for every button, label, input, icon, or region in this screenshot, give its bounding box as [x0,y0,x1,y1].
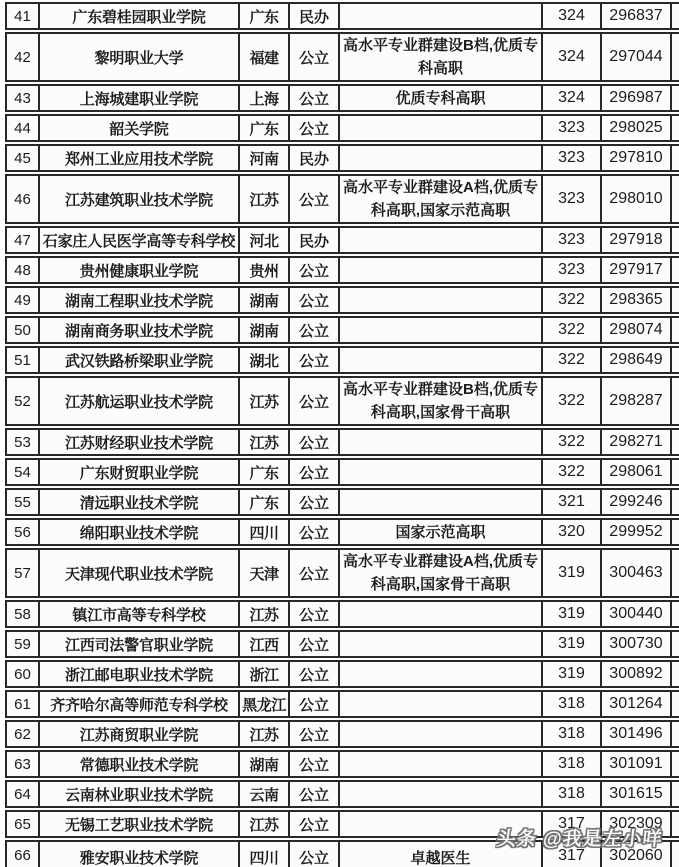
ownership-cell: 公立 [290,376,340,426]
province-cell: 江苏 [240,428,290,456]
tags-cell [340,780,543,808]
school-name-cell: 浙江邮电职业技术学院 [40,660,240,688]
table-row [5,32,679,82]
school-name-cell: 广东碧桂园职业学院 [40,2,240,30]
tags-cell [340,256,543,284]
province-cell: 江苏 [240,810,290,838]
province-cell: 江苏 [240,174,290,224]
tags-cell [340,600,543,628]
edge-sliver-cell [672,548,679,598]
edge-sliver-cell [672,720,679,748]
score-cell: 319 [543,660,602,688]
table-row [5,518,679,546]
ownership-cell: 公立 [290,346,340,374]
ownership-cell: 公立 [290,630,340,658]
table-row [5,600,679,628]
tags-cell [340,114,543,142]
ownership-cell: 民办 [290,2,340,30]
province-cell: 广东 [240,2,290,30]
rank-cell: 65 [5,810,40,838]
rank-cell: 50 [5,316,40,344]
province-cell: 江苏 [240,720,290,748]
school-name-cell: 江苏财经职业技术学院 [40,428,240,456]
rank-cell: 43 [5,84,40,112]
school-name-cell: 雅安职业技术学院 [40,840,240,867]
score-cell: 323 [543,144,602,172]
rank-cell: 42 [5,32,40,82]
code-cell: 297810 [602,144,672,172]
rank-cell: 49 [5,286,40,314]
edge-sliver-cell [672,840,679,867]
rank-cell: 41 [5,2,40,30]
ownership-cell: 公立 [290,286,340,314]
table-row [5,226,679,254]
code-cell: 299952 [602,518,672,546]
school-name-cell: 湖南工程职业技术学院 [40,286,240,314]
tags-cell: 高水平专业群建设A档,优质专科高职,国家骨干高职 [340,548,543,598]
rank-cell: 64 [5,780,40,808]
tags-cell: 国家示范高职 [340,518,543,546]
edge-sliver-cell [672,2,679,30]
province-cell: 湖南 [240,286,290,314]
rank-cell: 52 [5,376,40,426]
edge-sliver-cell [672,780,679,808]
table-row [5,428,679,456]
school-name-cell: 无锡工艺职业技术学院 [40,810,240,838]
province-cell: 湖南 [240,750,290,778]
tags-cell: 高水平专业群建设B档,优质专科高职 [340,32,543,82]
score-cell: 322 [543,376,602,426]
rank-cell: 63 [5,750,40,778]
ownership-cell: 公立 [290,428,340,456]
score-cell: 324 [543,32,602,82]
score-cell: 323 [543,174,602,224]
table-row [5,780,679,808]
school-name-cell: 石家庄人民医学高等专科学校 [40,226,240,254]
score-cell: 318 [543,720,602,748]
code-cell: 298074 [602,316,672,344]
ownership-cell: 公立 [290,316,340,344]
edge-sliver-cell [672,376,679,426]
school-name-cell: 镇江市高等专科学校 [40,600,240,628]
ranking-table [5,0,679,867]
edge-sliver-cell [672,84,679,112]
code-cell: 301091 [602,750,672,778]
rank-cell: 44 [5,114,40,142]
rank-cell: 62 [5,720,40,748]
tags-cell [340,428,543,456]
code-cell: 301496 [602,720,672,748]
table-row [5,458,679,486]
table-row [5,376,679,426]
province-cell: 河北 [240,226,290,254]
rank-cell: 48 [5,256,40,284]
code-cell: 300730 [602,630,672,658]
score-cell: 322 [543,286,602,314]
code-cell: 299246 [602,488,672,516]
school-name-cell: 江苏航运职业技术学院 [40,376,240,426]
province-cell: 四川 [240,518,290,546]
province-cell: 福建 [240,32,290,82]
rank-cell: 59 [5,630,40,658]
score-cell: 317 [543,810,602,838]
table-row [5,2,679,30]
edge-sliver-cell [672,114,679,142]
school-name-cell: 郑州工业应用技术学院 [40,144,240,172]
tags-cell [340,630,543,658]
edge-sliver-cell [672,600,679,628]
province-cell: 浙江 [240,660,290,688]
province-cell: 江苏 [240,600,290,628]
rank-cell: 56 [5,518,40,546]
ownership-cell: 民办 [290,144,340,172]
tags-cell [340,2,543,30]
score-cell: 322 [543,428,602,456]
score-cell: 324 [543,84,602,112]
score-cell: 323 [543,226,602,254]
ownership-cell: 公立 [290,518,340,546]
province-cell: 江苏 [240,376,290,426]
tags-cell: 高水平专业群建设B档,优质专科高职,国家骨干高职 [340,376,543,426]
table-row [5,316,679,344]
rank-cell: 66 [5,840,40,867]
code-cell: 298271 [602,428,672,456]
edge-sliver-cell [672,144,679,172]
edge-sliver-cell [672,630,679,658]
province-cell: 江西 [240,630,290,658]
table-row [5,174,679,224]
edge-sliver-cell [672,286,679,314]
score-cell: 317 [543,840,602,867]
school-name-cell: 上海城建职业学院 [40,84,240,112]
ownership-cell: 公立 [290,720,340,748]
score-cell: 319 [543,548,602,598]
table-row [5,548,679,598]
ownership-cell: 公立 [290,174,340,224]
province-cell: 河南 [240,144,290,172]
tags-cell [340,458,543,486]
score-cell: 318 [543,780,602,808]
school-name-cell: 天津现代职业技术学院 [40,548,240,598]
score-cell: 321 [543,488,602,516]
rank-cell: 53 [5,428,40,456]
score-cell: 319 [543,600,602,628]
edge-sliver-cell [672,660,679,688]
edge-sliver-cell [672,690,679,718]
province-cell: 湖北 [240,346,290,374]
ownership-cell: 公立 [290,256,340,284]
ownership-cell: 公立 [290,32,340,82]
edge-sliver-cell [672,316,679,344]
code-cell: 302060 [602,840,672,867]
school-name-cell: 江苏商贸职业学院 [40,720,240,748]
table-row [5,720,679,748]
ownership-cell: 公立 [290,660,340,688]
school-name-cell: 常德职业技术学院 [40,750,240,778]
ownership-cell: 公立 [290,780,340,808]
score-cell: 324 [543,2,602,30]
province-cell: 黑龙江 [240,690,290,718]
ownership-cell: 公立 [290,488,340,516]
ownership-cell: 公立 [290,600,340,628]
rank-cell: 60 [5,660,40,688]
rank-cell: 45 [5,144,40,172]
score-cell: 323 [543,114,602,142]
tags-cell [340,720,543,748]
score-cell: 322 [543,346,602,374]
school-name-cell: 湖南商务职业技术学院 [40,316,240,344]
table-row [5,690,679,718]
rank-cell: 54 [5,458,40,486]
code-cell: 298365 [602,286,672,314]
ownership-cell: 公立 [290,114,340,142]
school-name-cell: 广东财贸职业学院 [40,458,240,486]
ownership-cell: 公立 [290,810,340,838]
rank-cell: 51 [5,346,40,374]
table-row [5,630,679,658]
code-cell: 298287 [602,376,672,426]
code-cell: 296987 [602,84,672,112]
rank-cell: 47 [5,226,40,254]
province-cell: 湖南 [240,316,290,344]
table-row [5,660,679,688]
code-cell: 301264 [602,690,672,718]
edge-sliver-cell [672,518,679,546]
ownership-cell: 民办 [290,226,340,254]
code-cell: 296837 [602,2,672,30]
school-name-cell: 武汉铁路桥梁职业学院 [40,346,240,374]
code-cell: 301615 [602,780,672,808]
code-cell: 300892 [602,660,672,688]
tags-cell [340,690,543,718]
score-cell: 319 [543,630,602,658]
tags-cell [340,346,543,374]
code-cell: 298061 [602,458,672,486]
school-name-cell: 云南林业职业技术学院 [40,780,240,808]
school-name-cell: 韶关学院 [40,114,240,142]
edge-sliver-cell [672,174,679,224]
ownership-cell: 公立 [290,458,340,486]
province-cell: 广东 [240,488,290,516]
province-cell: 广东 [240,114,290,142]
score-cell: 322 [543,458,602,486]
edge-sliver-cell [672,458,679,486]
table-row [5,346,679,374]
rank-cell: 55 [5,488,40,516]
table-row [5,256,679,284]
score-cell: 318 [543,690,602,718]
school-name-cell: 江西司法警官职业学院 [40,630,240,658]
ranking-table-body [5,2,679,867]
tags-cell [340,660,543,688]
ownership-cell: 公立 [290,750,340,778]
ownership-cell: 公立 [290,84,340,112]
edge-sliver-cell [672,750,679,778]
edge-sliver-cell [672,256,679,284]
table-row [5,144,679,172]
province-cell: 云南 [240,780,290,808]
ownership-cell: 公立 [290,548,340,598]
ownership-cell: 公立 [290,690,340,718]
edge-sliver-cell [672,226,679,254]
tags-cell [340,750,543,778]
rank-cell: 61 [5,690,40,718]
code-cell: 298010 [602,174,672,224]
code-cell: 298649 [602,346,672,374]
watermark: 头条 @我是左小咩 [495,829,664,850]
code-cell: 297917 [602,256,672,284]
score-cell: 323 [543,256,602,284]
tags-cell [340,144,543,172]
tags-cell [340,316,543,344]
province-cell: 广东 [240,458,290,486]
code-cell: 297918 [602,226,672,254]
school-name-cell: 江苏建筑职业技术学院 [40,174,240,224]
edge-sliver-cell [672,810,679,838]
edge-sliver-cell [672,346,679,374]
table-row [5,84,679,112]
rank-cell: 46 [5,174,40,224]
score-cell: 318 [543,750,602,778]
code-cell: 298025 [602,114,672,142]
tags-cell: 高水平专业群建设A档,优质专科高职,国家示范高职 [340,174,543,224]
tags-cell [340,286,543,314]
school-name-cell: 贵州健康职业学院 [40,256,240,284]
edge-sliver-cell [672,32,679,82]
tags-cell: 优质专科高职 [340,84,543,112]
tags-cell [340,488,543,516]
rank-cell: 57 [5,548,40,598]
code-cell: 297044 [602,32,672,82]
table-row [5,488,679,516]
province-cell: 天津 [240,548,290,598]
code-cell: 302309 [602,810,672,838]
school-name-cell: 绵阳职业技术学院 [40,518,240,546]
rank-cell: 58 [5,600,40,628]
province-cell: 上海 [240,84,290,112]
tags-cell [340,226,543,254]
tags-cell: 卓越医生 [340,840,543,867]
table-row [5,750,679,778]
code-cell: 300440 [602,600,672,628]
ownership-cell: 公立 [290,840,340,867]
code-cell: 300463 [602,548,672,598]
edge-sliver-cell [672,428,679,456]
province-cell: 四川 [240,840,290,867]
school-name-cell: 清远职业技术学院 [40,488,240,516]
province-cell: 贵州 [240,256,290,284]
table-row [5,114,679,142]
school-name-cell: 黎明职业大学 [40,32,240,82]
edge-sliver-cell [672,488,679,516]
school-name-cell: 齐齐哈尔高等师范专科学校 [40,690,240,718]
score-cell: 320 [543,518,602,546]
score-cell: 322 [543,316,602,344]
table-row [5,286,679,314]
